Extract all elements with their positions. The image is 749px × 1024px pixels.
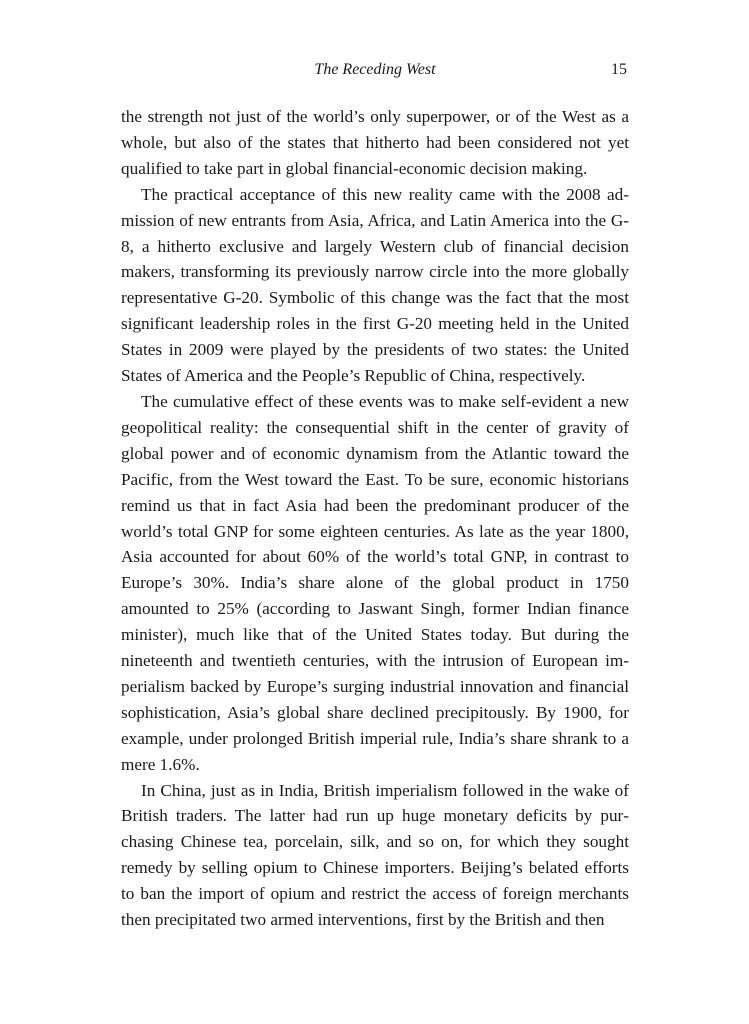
- running-head: [121, 58, 629, 82]
- paragraph: The cumulative effect of these events was to make self-evident a new geopolitical reality: the consequential shift in the center of gravity of global power and of economic dynamism from the Atlantic toward the Pacific, from the West toward the East. To be sure, economic historians remind us that in fact Asia had been the predominant producer of the world’s total GNP for some eighteen centuries. As late as the year 1800, Asia accounted for about 60% of the world’s total GNP, in contrast to Europe’s 30%. India’s share alone of the global product in 1750 amounted to 25% (according to Jaswant Singh, former Indian finance minister), much like that of the United States today. But during the nineteenth and twentieth centuries, with the intrusion of European imperialism backed by Europe’s surging industrial innovation and financial sophistication, Asia’s global share declined precipitously. By 1900, for example, under prolonged British imperial rule, India’s share shrank to a mere 1.6%.: [121, 391, 629, 774]
- page-number: 15: [611, 61, 627, 78]
- paragraph: The practical acceptance of this new reality came with the 2008 admission of new entrants from Asia, Africa, and Latin America into the G-8, a hitherto exclusive and largely Western club of financial decision makers, transforming its previously narrow circle into the more globally representative G-20. Symbolic of this change was the fact that the most significant leadership roles in the first G-20 meeting held in the United States in 2009 were played by the presidents of two states: the United States of America and the People’s Republic of China, respectively.: [121, 184, 629, 386]
- running-title: The Receding West: [314, 61, 436, 78]
- body-text: [121, 104, 629, 933]
- paragraph: In China, just as in India, British imperialism followed in the wake of British traders. The latter had run up huge monetary deficits by purchasing Chinese tea, porcelain, silk, and so on, for which they sought remedy by selling opium to Chinese importers. Beijing’s belated efforts to ban the import of opium and restrict the access of foreign merchants then precipitated two armed interventions, first by the British and then: [121, 780, 629, 930]
- paragraph: the strength not just of the world’s only superpower, or of the West as a whole, but also of the states that hitherto had been considered not yet qualified to take part in global financial-economic decision making.: [121, 107, 629, 178]
